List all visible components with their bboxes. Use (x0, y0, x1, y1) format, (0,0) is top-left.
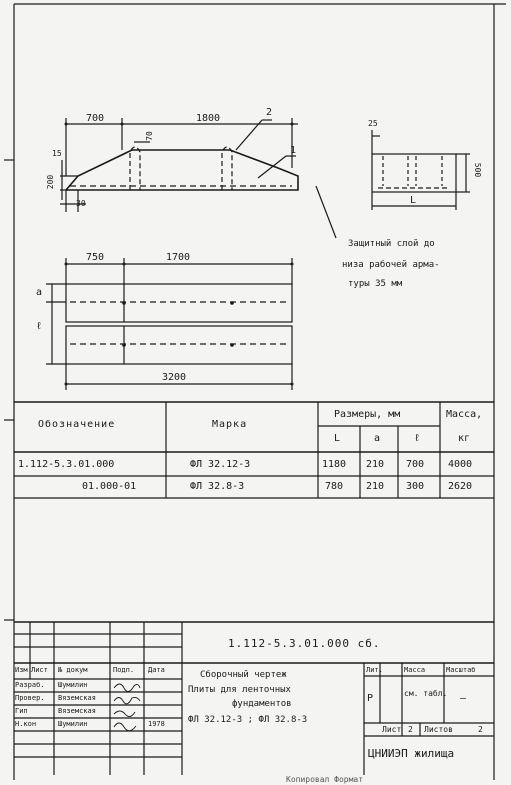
name-gip: Вяземская (58, 707, 96, 715)
title-line-2: Плиты для ленточных (188, 685, 291, 695)
col-designation: Обозначение (38, 419, 116, 430)
col-L: L (334, 433, 341, 444)
title-line-1: Сборочный чертеж (200, 670, 287, 680)
row1-a: 210 (366, 459, 385, 470)
hdr-date: Дата (148, 666, 165, 674)
row1-L: 1180 (322, 459, 347, 470)
title-line-4: ФЛ 32.12-3 ; ФЛ 32.8-3 (188, 715, 308, 725)
cover-note-3: туры 35 мм (348, 279, 403, 289)
callout-2: 2 (266, 107, 273, 118)
name-razrab: Шумилин (58, 681, 88, 689)
sheet-value: 2 (408, 725, 413, 734)
plan-dim-l: ℓ (36, 321, 43, 332)
dim-70: 70 (144, 131, 154, 141)
hdr-doc: № докум (58, 666, 88, 674)
col-a: a (374, 433, 381, 444)
mass-value: см. табл. (404, 689, 448, 698)
scale-value: — (460, 693, 467, 704)
dim-30: 30 (76, 199, 86, 208)
row2-mass: 2620 (448, 481, 473, 492)
title-line-3: фундаментов (232, 699, 292, 709)
role-razrab: Разраб. (15, 681, 45, 689)
dim-200: 200 (46, 174, 56, 190)
hdr-lit: Лит. (366, 666, 383, 674)
row2-L: 780 (325, 481, 344, 492)
footer-copy: Копировал Формат (286, 775, 364, 784)
hdr-scale: Масштаб (446, 666, 476, 674)
dim-15: 15 (52, 149, 62, 158)
cover-note-1: Защитный слой до (348, 239, 435, 249)
role-prover: Провер. (15, 694, 45, 702)
dim-25: 25 (368, 119, 378, 128)
role-nkon: Н.кон (15, 720, 37, 728)
date-nkon: 1978 (148, 720, 165, 728)
dim-3200: 3200 (162, 372, 187, 383)
row1-l: 700 (406, 459, 425, 470)
hdr-izm: Изм (15, 666, 28, 674)
col-mark: Марка (212, 419, 248, 430)
row1-designation: 1.112-5.3.01.000 (18, 459, 115, 470)
row1-mass: 4000 (448, 459, 473, 470)
document-code: 1.112-5.3.01.000 сб. (228, 637, 381, 650)
cover-note-2: низа рабочей арма- (342, 260, 440, 270)
hdr-list: Лист (31, 666, 48, 674)
dim-1700: 1700 (166, 252, 191, 263)
lit-value: Р (367, 693, 374, 704)
name-prover: Вяземская (58, 694, 96, 702)
role-gip: Гип (15, 707, 28, 715)
dim-500: 500 (473, 162, 483, 178)
hdr-sign: Подп. (113, 666, 135, 674)
row2-l: 300 (406, 481, 425, 492)
row2-mark: ФЛ 32.8-3 (190, 481, 245, 492)
organization: ЦНИИЭП жилища (368, 747, 455, 760)
row2-designation: 01.000-01 (82, 481, 137, 492)
row1-mark: ФЛ 32.12-3 (190, 459, 251, 470)
col-sizes: Размеры, мм (334, 409, 401, 420)
dim-750: 750 (86, 252, 105, 263)
callout-1: 1 (290, 145, 297, 156)
name-nkon: Шумилин (58, 720, 88, 728)
sheet-label: Лист (382, 725, 402, 734)
sheets-value: 2 (478, 725, 483, 734)
col-l: ℓ (414, 433, 421, 444)
row2-a: 210 (366, 481, 385, 492)
dim-700: 700 (86, 113, 105, 124)
col-mass: Масса, (446, 409, 483, 420)
dim-1800: 1800 (196, 113, 221, 124)
plan-dim-a: a (36, 287, 43, 298)
side-dim-L: L (410, 195, 417, 206)
sheets-label: Листов (424, 725, 453, 734)
col-mass-unit: кг (458, 433, 471, 444)
hdr-mass: Масса (404, 666, 426, 674)
